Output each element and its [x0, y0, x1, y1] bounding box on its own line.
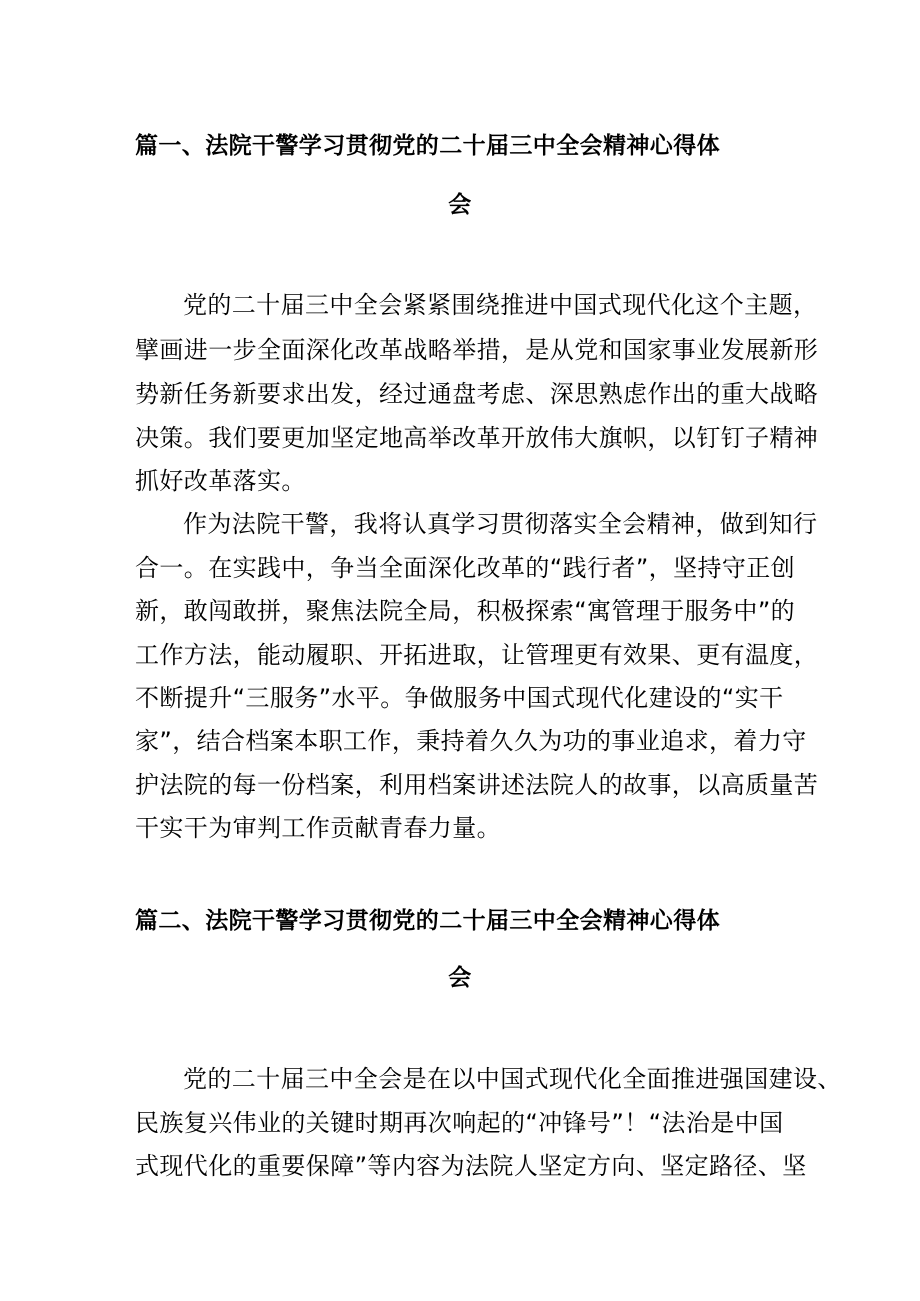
section-1-para-2-line-7: 护法院的每一份档案，利用档案讲述法院人的故事，以高质量苦 [135, 771, 819, 799]
section-1-para-1-line-5: 抓好改革落实。 [135, 467, 306, 495]
section-1-para-2-line-5: 不断提升“三服务”水平。争做服务中国式现代化建设的“实干 [135, 684, 784, 712]
section-2-para-1-line-3: 式现代化的重要保障”等内容为法院人坚定方向、坚定路径、坚 [135, 1152, 807, 1180]
section-1-para-1-line-3: 势新任务新要求出发，经过通盘考虑、深思熟虑作出的重大战略 [135, 380, 819, 408]
section-1-title-line-2: 会 [448, 192, 472, 218]
section-1-para-2-line-4: 工作方法，能动履职、开拓进取，让管理更有效果、更有温度， [135, 641, 819, 669]
section-1-para-2-line-2: 合一。在实践中，争当全面深化改革的“践行者”，坚持守正创 [135, 554, 796, 582]
section-1-para-2-line-8: 干实干为审判工作贡献青春力量。 [135, 814, 501, 842]
section-2-title-line-1: 篇二、法院干警学习贯彻党的二十届三中全会精神心得体 [135, 908, 720, 934]
section-2-para-1-line-1: 党的二十届三中全会是在以中国式现代化全面推进强国建设、 [183, 1065, 842, 1093]
section-1-para-2-line-1: 作为法院干警，我将认真学习贯彻落实全会精神，做到知行 [183, 510, 818, 538]
section-1-title-line-1: 篇一、法院干警学习贯彻党的二十届三中全会精神心得体 [135, 133, 720, 159]
section-1-para-1-line-2: 擘画进一步全面深化改革战略举措，是从党和国家事业发展新形 [135, 336, 819, 364]
section-2-title-line-2: 会 [448, 965, 472, 991]
section-1-para-1-line-1: 党的二十届三中全会紧紧围绕推进中国式现代化这个主题， [183, 291, 818, 319]
section-2-para-1-line-2: 民族复兴伟业的关键时期再次响起的“冲锋号”！“法治是中国 [135, 1109, 784, 1137]
section-1-para-1-line-4: 决策。我们要更加坚定地高举改革开放伟大旗帜，以钉钉子精神 [135, 424, 819, 452]
section-1-para-2-line-6: 家”，结合档案本职工作，秉持着久久为功的事业追求，着力守 [135, 727, 807, 755]
section-1-para-2-line-3: 新，敢闯敢拼，聚焦法院全局，积极探索“寓管理于服务中”的 [135, 597, 796, 625]
